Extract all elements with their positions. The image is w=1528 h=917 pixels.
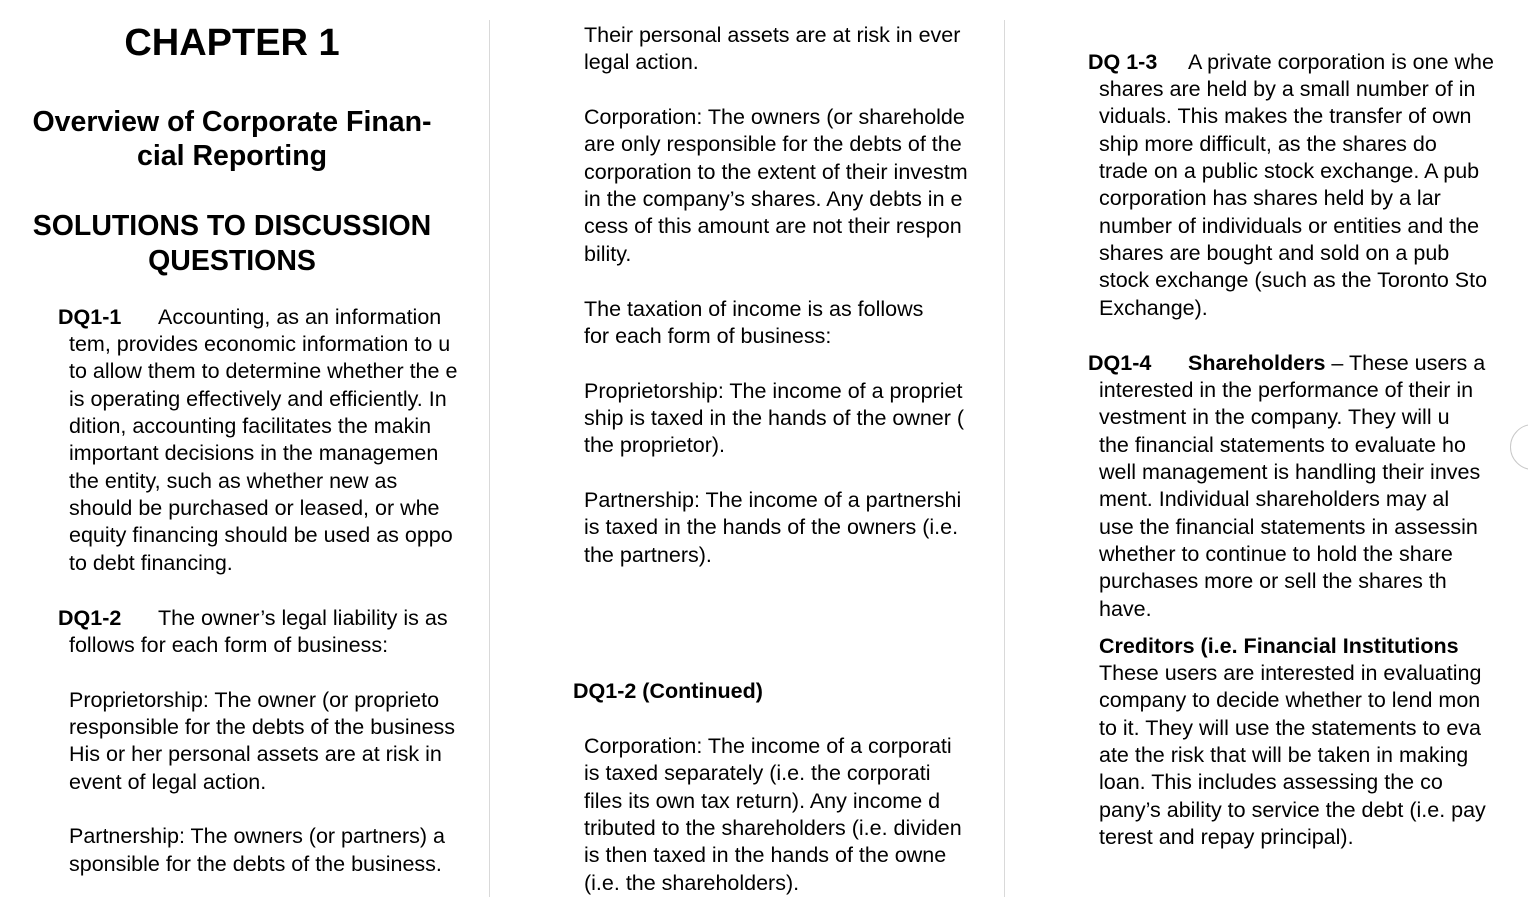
paragraph-line: use the financial statements in assessin [1099,514,1478,539]
paragraph-line: shares are held by a small number of in [1099,77,1476,101]
paragraph-line: well management is handling their inves [1099,460,1481,485]
paragraph-line: shares are bought and sold on a pub [1099,241,1450,266]
paragraph-line: trade on a public stock exchange. A pub [1099,159,1480,184]
page-subtitle-line-2: cial Reporting [136,140,328,172]
paragraph-line: interested in the performance of their in [1099,378,1474,402]
paragraph-line: responsible for the debts of the business [69,715,456,740]
section-heading-line-2: QUESTIONS [148,245,316,277]
page-column-3 [1005,0,1508,917]
paragraph-line: whether to continue to hold the share [1099,542,1453,567]
paragraph-line: Partnership: The income of a partnershi [584,487,962,512]
paragraph-line: Corporation: The income of a corporati [584,734,952,758]
paragraph-line: Partnership: The owners (or partners) a [69,824,446,849]
paragraph-line [1188,350,1485,377]
paragraph-line: for each form of business: [584,323,832,348]
paragraph-line: number of individuals or entities and the [1099,213,1480,238]
question-label: DQ1-4 [1088,351,1152,375]
paragraph-line: ment. Individual shareholders may al [1099,487,1450,512]
paragraph-line: Proprietorship: The income of a propriet [584,378,963,403]
continued-heading: DQ1-2 (Continued) [573,679,763,703]
paragraph-line: purchases more or sell the shares th [1099,569,1447,594]
paragraph-line: is taxed separately (i.e. the corporati [584,761,931,786]
paragraph-line: to allow them to determine whether the e [69,359,458,384]
paragraph-line: cess of this amount are not their respon [584,214,962,239]
paragraph-line: follows for each form of business: [69,633,389,657]
paragraph-line: Corporation: The owners (or shareholde [584,105,965,130]
paragraph-line: is then taxed in the hands of the owne [584,843,947,868]
paragraph-line: Proprietorship: The owner (or proprieto [69,687,440,712]
paragraph-line: ate the risk that will be taken in making [1099,743,1469,768]
paragraph-line: corporation to the extent of their investm [584,159,968,184]
paragraph-line: ship more difficult, as the shares do [1099,131,1437,156]
paragraph-line: vestment in the company. They will u [1099,405,1450,430]
paragraph-line: event of legal action. [69,769,267,794]
paragraph-line: is taxed in the hands of the owners (i.e. [584,515,959,540]
scroll-handle[interactable] [1510,424,1528,470]
paragraph-line: is operating effectively and efficiently. In [69,386,447,411]
paragraph-line: the financial statements to evaluate ho [1099,432,1466,457]
paragraph-line: His or her personal assets are at risk in [69,742,442,767]
term-shareholders: Shareholders [1188,351,1326,375]
paragraph-line: have. [1099,596,1152,621]
paragraph-line: dition, accounting facilitates the makin [69,414,432,439]
paragraph-line: should be purchased or leased, or whe [69,496,440,521]
paragraph-line: to it. They will use the statements to eva [1099,715,1482,740]
paragraph-line: to debt financing. [69,550,233,575]
paragraph-line: equity financing should be used as oppo [69,523,453,548]
paragraph-line: Their personal assets are at risk in ever [584,23,961,47]
chapter-title: CHAPTER 1 [124,22,340,64]
question-label: DQ 1-3 [1088,50,1158,74]
paragraph-line: important decisions in the managemen [69,441,439,466]
paragraph-line: A private corporation is one whe [1188,50,1494,74]
paragraph-line: files its own tax return). Any income d [584,788,941,813]
paragraph-line: legal action. [584,50,699,75]
paragraph-line: tributed to the shareholders (i.e. dividen [584,816,962,841]
question-label: DQ1-1 [58,305,122,329]
paragraph-line: the partners). [584,542,712,567]
paragraph-line: These users are interested in evaluating [1099,661,1482,685]
section-heading-line-1: SOLUTIONS TO DISCUSSION [32,210,432,242]
page-column-1 [0,0,478,917]
paragraph-line: corporation has shares held by a lar [1099,186,1441,211]
paragraph-line: in the company’s shares. Any debts in e [584,187,963,212]
term-definition: – These users a [1325,351,1486,375]
paragraph-line: tem, provides economic information to u [69,332,451,356]
paragraph-line: Accounting, as an information [158,305,442,329]
page-subtitle-line-1: Overview of Corporate Finan- [32,106,432,138]
paragraph-line: (i.e. the shareholders). [584,870,800,895]
paragraph-line: are only responsible for the debts of the [584,132,962,157]
paragraph-line: The owner’s legal liability is as [158,606,448,630]
paragraph-line: pany’s ability to service the debt (i.e. pay [1099,797,1486,822]
paragraph-line: bility. [584,241,632,266]
paragraph-line: the entity, such as whether new as [69,468,398,493]
paragraph-line: terest and repay principal). [1099,825,1354,850]
paragraph-line: The taxation of income is as follows [584,296,924,321]
paragraph-line: stock exchange (such as the Toronto Sto [1099,268,1488,293]
paragraph-line: loan. This includes assessing the co [1099,770,1443,795]
paragraph-line: ship is taxed in the hands of the owner ( [584,405,965,430]
page-column-2 [490,0,993,917]
paragraph-line: company to decide whether to lend mon [1099,688,1481,713]
paragraph-line: Exchange). [1099,295,1208,320]
paragraph-line: the proprietor). [584,433,726,458]
question-label: DQ1-2 [58,606,122,630]
creditors-heading: Creditors (i.e. Financial Institutions [1099,634,1459,658]
paragraph-line: sponsible for the debts of the business. [69,851,442,876]
paragraph-line: viduals. This makes the transfer of own [1099,104,1472,129]
